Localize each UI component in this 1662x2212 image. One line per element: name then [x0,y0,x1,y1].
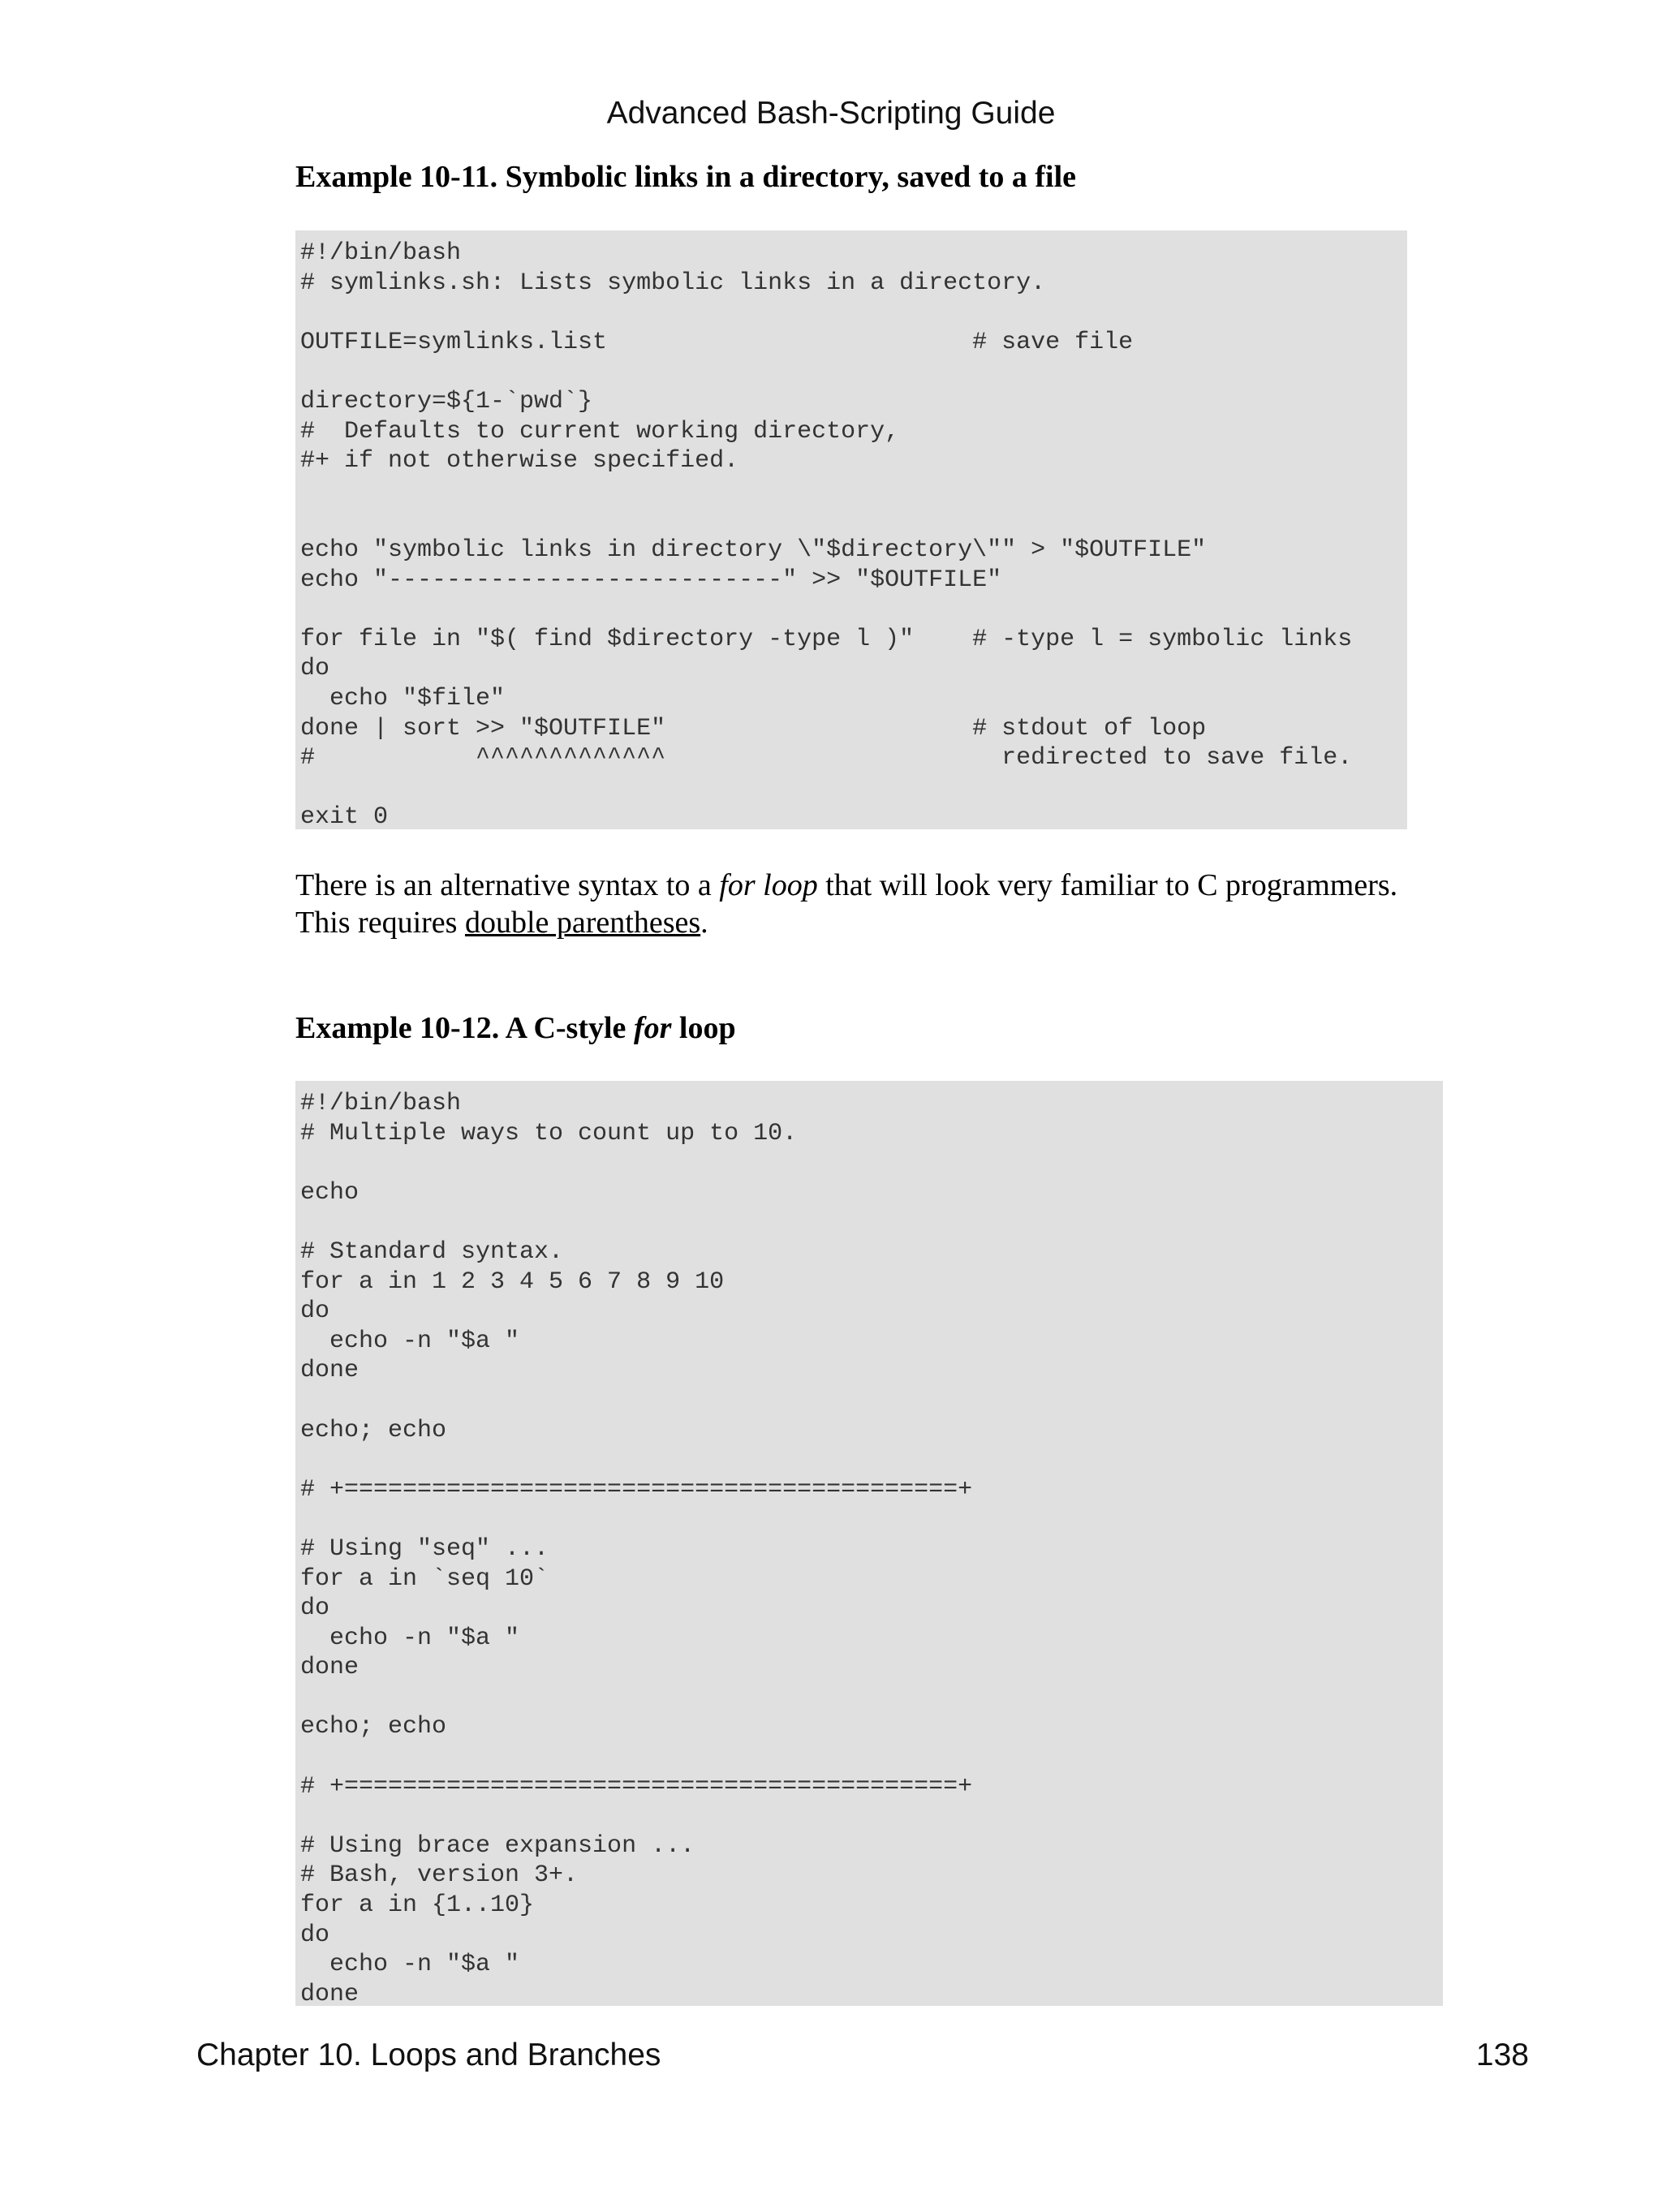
double-parentheses-link[interactable]: double parentheses [464,906,701,940]
example-10-12-title-emphasis: for [633,1011,672,1045]
example-10-12-code: #!/bin/bash # Multiple ways to count up to 10. echo # Standard syntax. for a in 1 2 3 4 5 6 7 8 9 10 do echo -n "$a " done echo; echo # +==========================================+ # Using "seq" ... for a in `seq 10` do echo -n "$a " done echo; echo # +==========================================+ # Using brace expansion ... # Bash, version 3+. for a in {1..10} do echo -n "$a " done [300,1090,973,2006]
footer-chapter-title: Chapter 10. Loops and Branches [196,2038,661,2072]
paragraph-emphasis: for loop [719,868,818,902]
running-header: Advanced Bash-Scripting Guide [606,96,1056,131]
example-10-11-code: #!/bin/bash # symlinks.sh: Lists symbolic links in a directory. OUTFILE=symlinks.list # save file directory=${1-`pwd`} # Defaults to current working directory, #+ if not otherwise specified. echo "symbolic links in directory \"$directory\"" > "$OUTFILE" echo "---------------------------" >> "$OUTFILE" for file in "$( find $directory -type l )" # -type l = symbolic links do echo "$file" done | sort >> "$OUTFILE" # stdout of loop # ^^^^^^^^^^^^^ redirected to save file. exit 0 [300,239,1353,829]
example-10-12-title [295,1010,736,1046]
example-10-12-code-block [295,1081,1443,2006]
example-10-12-title-prefix: Example 10-12. A C-style [295,1011,634,1045]
footer-page-number: 138 [1475,2038,1529,2072]
intro-paragraph [295,867,1448,941]
paragraph-text-middle: that will look very familiar to C programmers. This requires [295,868,1398,940]
example-10-11-code-block [295,230,1407,829]
example-10-11-title: Example 10-11. Symbolic links in a directory, saved to a file [295,160,1076,194]
paragraph-text-after: . [700,906,708,940]
example-10-12-title-suffix: loop [671,1011,736,1045]
paragraph-text-before: There is an alternative syntax to a [295,868,720,902]
